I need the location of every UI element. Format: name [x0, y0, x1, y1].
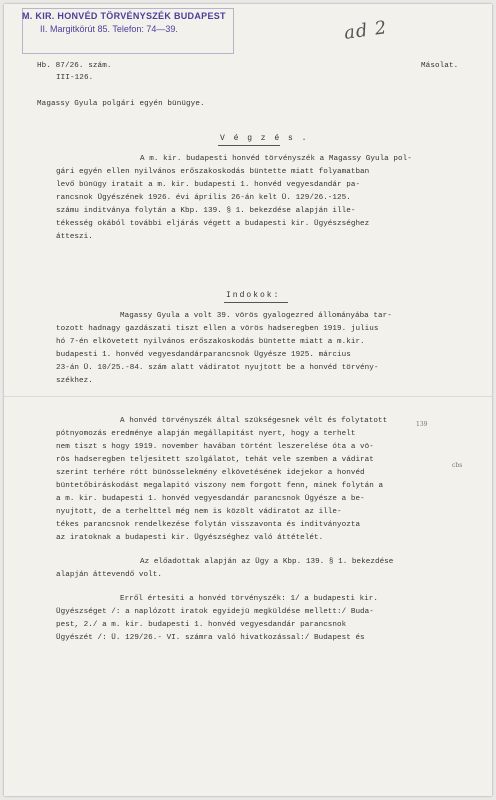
document-page [4, 4, 492, 796]
text-line: pótnyomozás eredménye alapján megállapitást nyert, hogy a terhelt [56, 430, 356, 438]
text-line: számu inditványa folytán a Kbp. 139. § 1. bekezdése alapján ille- [56, 207, 356, 215]
fold-crease [4, 396, 492, 397]
text-line: Ügyészséget /: a naplózott iratok egyidejü megküldése mellett:/ Buda- [56, 608, 374, 616]
stamp-line-1: M. KIR. HONVÉD TÖRVÉNYSZÉK BUDAPEST [22, 11, 226, 21]
text-line: Magassy Gyula a volt 39. vörös gyalogezred állományába tar- [120, 312, 392, 320]
text-line: székhez. [56, 377, 93, 385]
text-line: hó 7-én elkövetett nyilvános erőszakoskodás büntette miatt a m.kir. [56, 338, 365, 346]
text-line: tékes parancsnok rendelkezése folytán visszavonta és inditványozta [56, 521, 361, 529]
text-line: gári egyén ellen nyilvános erőszakoskodás büntette miatt folyamatban [56, 168, 370, 176]
reference-subnumber: III-126. [56, 74, 94, 82]
text-line: A m. kir. budapesti honvéd törvényszék a Magassy Gyula pol- [140, 155, 412, 163]
text-line: rös hadseregben teljesitett szolgálatot, tehát vele szemben a vádirat [56, 456, 374, 464]
text-line: nyujtott, de a terhelttel még nem is közölt vádiratot az ille- [56, 508, 342, 516]
text-line: tozott hadnagy gazdászati tiszt ellen a vörös hadseregben 1919. julius [56, 325, 379, 333]
text-line: rancsnok Ügyészének 1926. évi április 26-án kelt Ü. 129/26.-125. [56, 194, 351, 202]
text-line: 23-án Ü. 10/25.-84. szám alatt vádiratot nyujtott be a honvéd törvény- [56, 364, 379, 372]
order-heading: V é g z é s . [220, 134, 309, 143]
case-subject: Magassy Gyula polgári egyén bünügye. [37, 100, 205, 108]
text-line: Ügyészét /: Ü. 129/26.- VI. számra való hivatkozással:/ Budapest és [56, 634, 365, 642]
text-line: a m. kir. budapesti 1. honvéd vegyesdandár parancsnok Ügyésze a be- [56, 495, 365, 503]
margin-note-1: 139 [416, 421, 428, 428]
text-line: tékesség okából további eljárás végett a budapesti kir. Ügyészséghez [56, 220, 370, 228]
text-line: pest, 2./ a m. kir. budapesti 1. honvéd vegyesdandár parancsnok [56, 621, 347, 629]
text-line: A honvéd törvényszék által szükségesnek vélt és folytatott [120, 417, 388, 425]
handwritten-note: ad 2 [342, 17, 389, 44]
text-line: az iratoknak a budapesti kir. Ügyészséghez való áttételét. [56, 534, 324, 542]
reasons-heading-underline [224, 302, 288, 303]
reasons-heading: Indokok: [226, 291, 281, 300]
text-line: levő bünügy iratait a m. kir. budapesti 1. honvéd vegyesdandár pa- [56, 181, 361, 189]
text-line: budapesti 1. honvéd vegyesdandárparancsnok Ügyésze 1925. március [56, 351, 351, 359]
stamp-line-2: II. Margitkörút 85. Telefon: 74—39. [40, 24, 178, 34]
margin-note-2: cbs [452, 462, 463, 469]
copy-label: Másolat. [421, 62, 459, 70]
text-line: átteszi. [56, 233, 93, 241]
reference-number: Hb. 87/26. szám. [37, 62, 112, 70]
text-line: Erről értesiti a honvéd törvényszék: 1/ a budapesti kir. [120, 595, 378, 603]
text-line: alapján áttevendő volt. [56, 571, 162, 579]
court-stamp [22, 10, 232, 36]
text-line: szerint terhére rótt bünösselekmény elkövetésének idejekor a honvéd [56, 469, 365, 477]
text-line: nem tiszt s hogy 1919. november havában történt leszerelése óta a vö- [56, 443, 374, 451]
text-line: Az előadottak alapján az Ügy a Kbp. 139. § 1. bekezdése [140, 558, 394, 566]
order-heading-underline [218, 145, 280, 146]
text-line: büntetőbiráskodást megalapitó viszony nem forgott fenn, minek folytán a [56, 482, 384, 490]
